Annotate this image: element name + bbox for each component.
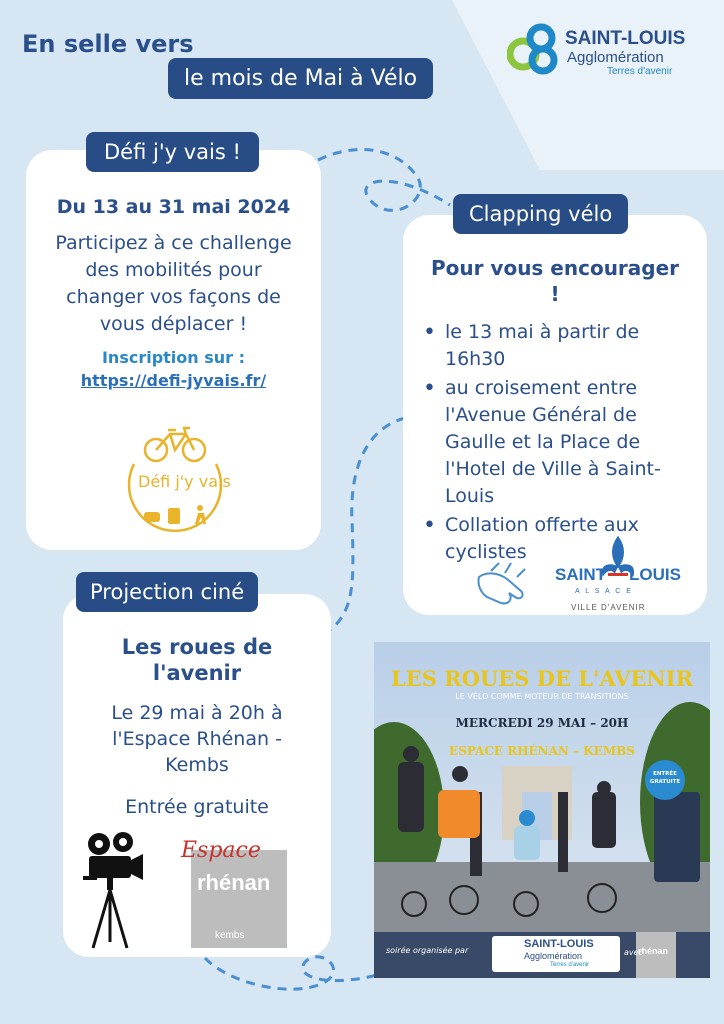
defi-signup-label: Inscription sur : <box>101 348 246 367</box>
projection-film: Les roues de l'avenir <box>121 635 273 685</box>
clapping-item: • Collation offerte aux cyclistes <box>419 512 693 566</box>
tab-clapping: Clapping vélo <box>453 194 628 234</box>
poster-title: LES ROUES DE L'AVENIR <box>390 666 694 691</box>
agglo-logo-name: SAINT-LOUIS <box>565 28 686 49</box>
agglo-logo-sub: Agglomération <box>567 49 664 66</box>
projection-card <box>63 594 331 957</box>
defi-signup-link[interactable]: https://defi-jyvais.fr/ <box>80 371 267 390</box>
agglo-logo-tagline: Terres d'avenir <box>607 66 673 77</box>
poster-venue: ESPACE RHÉNAN – KEMBS <box>449 744 635 758</box>
poster-footer-and: avec <box>624 948 643 957</box>
clapping-hands-icon <box>473 557 531 609</box>
defi-description: Participez à ce challenge des mobilités pour changer vos façons de vous déplacer ! <box>55 232 292 335</box>
clapping-item: • au croisement entre l'Avenue Général de Gaulle et la Place de l'Hotel de Ville à Saint-Louis <box>419 375 693 510</box>
page-title: En selle vers <box>22 30 194 58</box>
defi-dates: Du 13 au 31 mai 2024 <box>56 196 291 218</box>
clapping-heading: Pour vous encourager ! <box>430 256 680 306</box>
city-logo-left: SAINT <box>555 565 606 584</box>
clapping-item: • le 13 mai à partir de 16h30 <box>419 319 693 373</box>
film-poster <box>374 642 710 978</box>
clapping-list <box>419 319 693 566</box>
saint-louis-city-logo <box>553 535 683 617</box>
espace-logo-top: Espace <box>181 838 261 863</box>
page-subtitle: le mois de Mai à Vélo <box>168 58 433 99</box>
clapping-card <box>403 215 707 615</box>
defi-badge-text: Défi j'y vais <box>138 472 231 491</box>
tab-defi: Défi j'y vais ! <box>86 132 259 172</box>
poster-subtitle: LE VÉLO COMME MOTEUR DE TRANSITIONS <box>455 692 629 701</box>
poster-footer-text: soirée organisée par <box>386 946 469 955</box>
espace-logo-main: rhénan <box>197 870 271 895</box>
film-camera-icon <box>81 830 147 954</box>
poster-footer-logo-name: SAINT-LOUIS <box>524 938 594 950</box>
city-logo-tagline: VILLE D'AVENIR <box>571 603 646 612</box>
saint-louis-agglo-logo <box>507 22 707 82</box>
poster-footer-espace: rhénan <box>638 946 669 956</box>
projection-when-where: Le 29 mai à 20h à l'Espace Rhénan - Kembs <box>111 702 283 776</box>
tab-projection: Projection ciné <box>76 572 258 612</box>
espace-logo-bottom: kembs <box>215 930 245 941</box>
agglo-logo-icon <box>507 22 563 78</box>
poster-date: MERCREDI 29 MAI – 20H <box>455 716 629 730</box>
poster-footer-logo-sub: Agglomération <box>524 951 583 961</box>
city-logo-right: LOUIS <box>629 565 681 584</box>
defi-card <box>26 150 321 550</box>
poster-footer-logo-tagline: Terres d'avenir <box>550 962 590 968</box>
espace-rhenan-logo <box>181 838 287 948</box>
projection-entry: Entrée gratuite <box>125 796 269 818</box>
city-logo-region: A L S A C E <box>575 588 633 595</box>
poster-badge: ENTRÉE GRATUITE <box>649 771 681 785</box>
